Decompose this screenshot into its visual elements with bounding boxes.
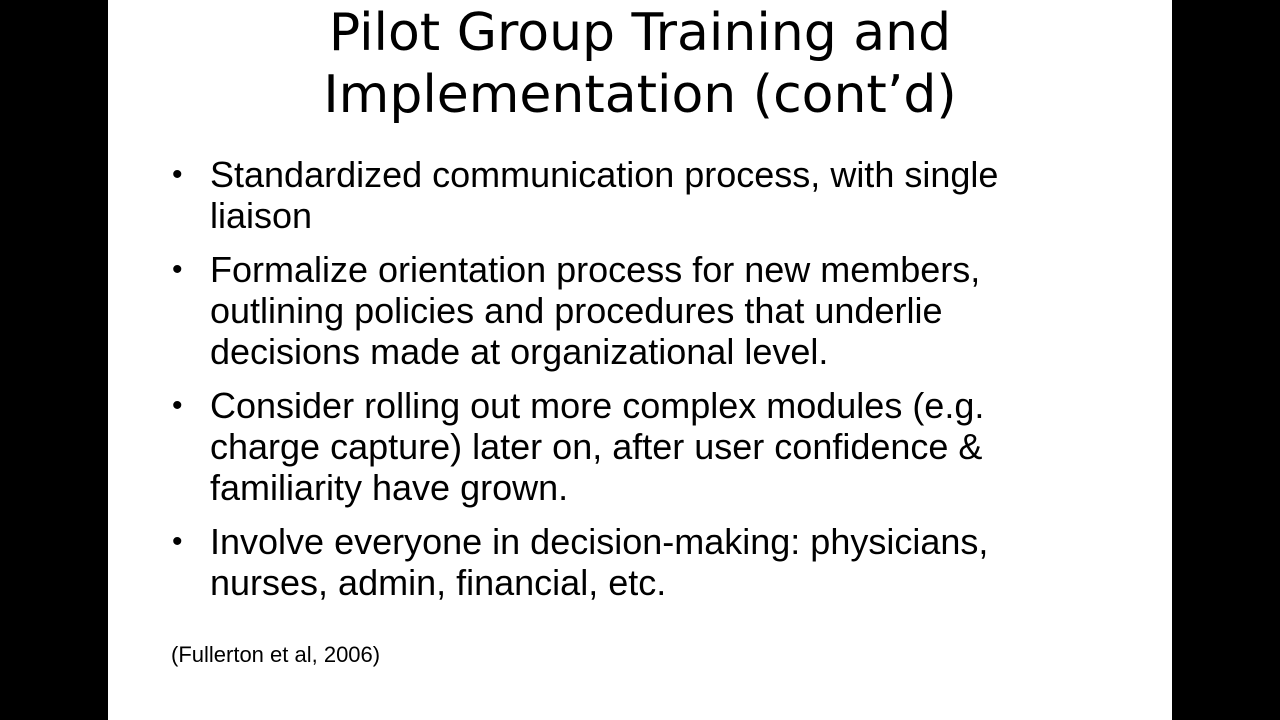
bullet-text-line: Standardized communication process, with single xyxy=(210,154,999,195)
bullet-text-line: decisions made at organizational level. xyxy=(210,331,829,372)
slide-canvas xyxy=(108,0,1172,720)
bullet-text-line: nurses, admin, financial, etc. xyxy=(210,562,667,603)
citation: (Fullerton et al, 2006) xyxy=(171,642,381,667)
bullet-item xyxy=(170,249,1130,372)
bullet-text-line: charge capture) later on, after user confidence & xyxy=(210,426,983,467)
bullet-text-line: familiarity have grown. xyxy=(210,467,569,508)
bullet-dot-icon: • xyxy=(172,253,183,286)
bullet-text-line: Involve everyone in decision-making: physicians, xyxy=(210,521,989,562)
slide-title-line-1: Pilot Group Training and xyxy=(328,3,952,63)
bullet-text-line: Formalize orientation process for new members, xyxy=(210,249,981,290)
bullet-item xyxy=(170,385,1130,508)
bullet-dot-icon: • xyxy=(172,525,183,558)
slide-title xyxy=(108,2,1172,126)
bullet-text-line: outlining policies and procedures that underlie xyxy=(210,290,943,331)
bullet-dot-icon: • xyxy=(172,389,183,422)
bullet-text-line: Consider rolling out more complex modules (e.g. xyxy=(210,385,985,426)
bullet-item xyxy=(170,521,1130,603)
bullet-dot-icon: • xyxy=(172,158,183,191)
bullet-list xyxy=(170,154,1130,616)
slide-title-line-2: Implementation (cont’d) xyxy=(323,65,957,125)
bullet-text-line: liaison xyxy=(210,195,313,236)
bullet-item xyxy=(170,154,1130,236)
